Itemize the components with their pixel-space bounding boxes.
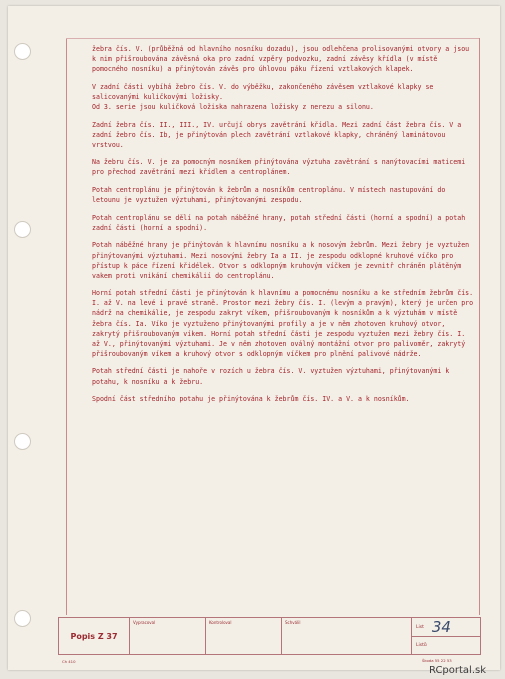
checked-by-label: Kontroloval — [209, 620, 232, 625]
paragraph: Potah náběžné hrany je přinýtován k hlavnímu nosníku a k nosovým žebrům. Mezi žebry je vyztužen přinýtovanými výztuhami. Mezi nosovými žebry Ia a II. je zespodu odklopné kruhové víčko pro přístup k páce řízení křidélek. Otvor s odklopným kruhovým víčkem je zevnitř chráněn plátěným vakem proti vnikání chemikálií do centroplánu. — [92, 241, 470, 280]
punch-hole — [14, 610, 31, 627]
form-code-right: Škoda 55 22 53 — [422, 658, 452, 663]
title-block — [58, 617, 481, 655]
sheet-row — [412, 618, 480, 637]
paragraph: Horní potah střední části je přinýtován k hlavnímu a pomocnému nosníku a ke středním žebrům čís. I. až V. na levé i pravé straně. Prostor mezi žebry čís. I. (levým a pravým), který je určen pro nádrž na chemikálie, je zespodu zakryt víkem, přišroubovaným k nosníkům a k výztuhám v místě žebra čís. Ia. Víko je vyztuženo přinýtovanými profily a je v něm zhotoven kruhový otvor, zakrytý přišroubovaným víkem. Horní potah střední části je zespodu vyztužen mezi žebry čís. I. až V., přinýtovanými výztuhami. Je v něm zhotoven oválný montážní otvor pro palivoměr, zakrytý přišroubovaným víkem a kruhový otvor s odklopným víčkem pro plnění palivové nádrže. — [92, 289, 474, 358]
paragraph: Na žebru čís. V. je za pomocným nosníkem přinýtována výztuha zavětrání s nanýtovacími maticemi pro přechod zavětrání mezi křídlem a centroplánem. — [92, 158, 466, 177]
paragraph: Potah centroplánu je přinýtován k žebrům a nosníkům centroplánu. V místech nastupování do letounu je vyztužen výztuhami, přinýtovanými zespodu. — [92, 186, 446, 205]
sheet-label: List — [416, 624, 424, 630]
paragraph: Spodní část středního potahu je přinýtována k žebrům čís. IV. a V. a k nosníkům. — [92, 395, 410, 404]
paragraph: V zadní části vybíhá žebro čís. V. do výběžku, zakončeného závěsem vztlakové klapky se salicovanými kuličkovými ložisky. Od 3. serie jsou kuličková ložiska nahrazena ložisky z nerezu a silonu. — [92, 82, 434, 111]
checked-by-cell — [206, 618, 282, 654]
watermark: RCportal.sk — [429, 665, 487, 676]
punch-hole — [14, 43, 31, 60]
form-code-left: Ch 410 — [62, 659, 76, 664]
frame-line-left — [66, 38, 67, 615]
paragraph: Potah centroplánu se dělí na potah náběžné hrany, potah střední části (horní a spodní) a potah zadní části (horní a spodní). — [92, 213, 466, 232]
frame-line-top — [66, 38, 479, 39]
frame-line-right — [479, 38, 480, 615]
paragraph: Zadní žebra čís. II., III., IV. určují obrys zavětrání křídla. Mezi zadní část žebra čís. V a zadní žebro čís. Ib, je přinýtován plech zavětrání vztlakové klapky, chráněný laminátovou vrstvou. — [92, 120, 462, 149]
drawn-by-label: Vypracoval — [133, 620, 156, 625]
sheet-number: 34 — [431, 618, 451, 636]
approved-by-label: Schválil — [285, 620, 301, 625]
paragraph: žebra čís. V. (průběžná od hlavního nosníku dozadu), jsou odlehčena prolisovanými otvory a jsou k nim přišroubována závěsná oka pro zadní vzpěry podvozku, zadní závěsy křídla (v místě pomocného nosníku) a přinýtován závěs pro úhlovou páku řízení vztlakových klapek. — [92, 45, 470, 74]
punch-hole — [14, 221, 31, 238]
punch-hole — [14, 433, 31, 450]
sheets-label: Listů — [416, 643, 427, 648]
sheets-row — [412, 637, 480, 654]
sheet-cell — [412, 618, 480, 654]
approved-by-cell — [282, 618, 412, 654]
paragraph: Potah střední části je nahoře v rozích u žebra čís. V. vyztužen výztuhami, přinýtovanými k potahu, k nosníku a k žebru. — [92, 367, 450, 386]
doc-label: Popis Z 37 — [59, 618, 130, 654]
drawn-by-cell — [130, 618, 206, 654]
document-body — [92, 44, 476, 412]
